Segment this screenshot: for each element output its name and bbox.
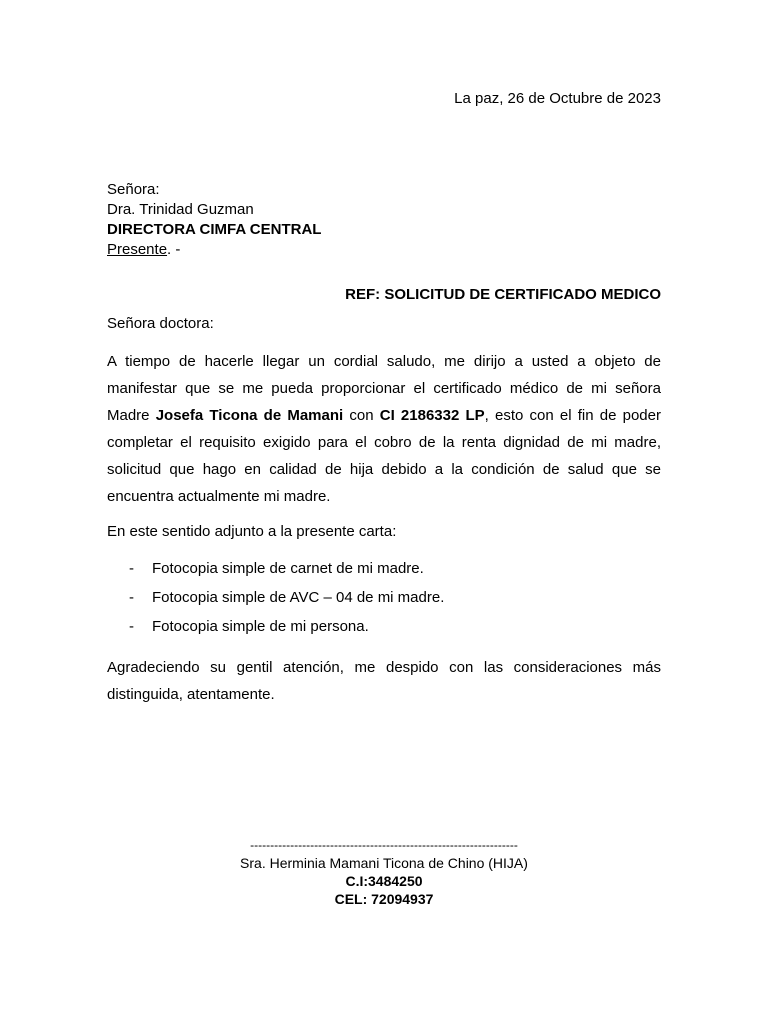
recipient-presente-line	[107, 240, 321, 260]
list-dash: -	[129, 618, 134, 635]
recipient-presente-suffix: . -	[167, 241, 181, 258]
mother-name: Josefa Ticona de Mamani	[155, 407, 344, 424]
signature-block	[0, 836, 768, 908]
list-item-text: Fotocopia simple de mi persona.	[152, 618, 369, 635]
signer-ci: C.I:3484250	[345, 873, 423, 889]
signer-name: Sra. Herminia Mamani Ticona de Chino (HIJA)	[240, 855, 528, 871]
list-item-text: Fotocopia simple de carnet de mi madre.	[152, 560, 424, 577]
list-item-text: Fotocopia simple de AVC – 04 de mi madre.	[152, 589, 445, 606]
list-dash: -	[129, 589, 134, 606]
letter-date: La paz, 26 de Octubre de 2023	[454, 90, 661, 107]
signature-line: -------------------------------------------------------------------	[250, 838, 518, 852]
recipient-block	[107, 180, 321, 260]
salutation: Señora doctora:	[107, 315, 214, 332]
recipient-position: DIRECTORA CIMFA CENTRAL	[107, 221, 322, 238]
body-part-3: , esto con el fin de poder completar el requisito exigido para el cobro de la renta dignidad de mi madre, solicitud que hago en calidad de hija debido a la condición de salud que se encuentra actualmente mi madre.	[107, 407, 661, 505]
reference-line: REF: SOLICITUD DE CERTIFICADO MEDICO	[345, 286, 661, 303]
body-part-2: con	[343, 407, 380, 424]
attachments-list	[129, 559, 444, 646]
list-item	[129, 559, 444, 588]
attachments-intro: En este sentido adjunto a la presente carta:	[107, 523, 397, 540]
signer-cel: CEL: 72094937	[334, 891, 434, 907]
recipient-greeting: Señora:	[107, 181, 160, 198]
mother-ci: CI 2186332 LP	[379, 407, 485, 424]
recipient-presente: Presente	[107, 241, 168, 258]
closing-paragraph: Agradeciendo su gentil atención, me despido con las consideraciones más distinguida, atentamente.	[107, 659, 661, 703]
body-part-1: A tiempo de hacerle llegar un cordial saludo, me dirijo a usted a objeto de manifestar que se me pueda proporcionar el certificado médico de mi señora Madre	[107, 353, 661, 424]
body-paragraph	[107, 348, 661, 510]
list-item	[129, 617, 444, 646]
list-dash: -	[129, 560, 134, 577]
recipient-name: Dra. Trinidad Guzman	[107, 201, 254, 218]
list-item	[129, 588, 444, 617]
